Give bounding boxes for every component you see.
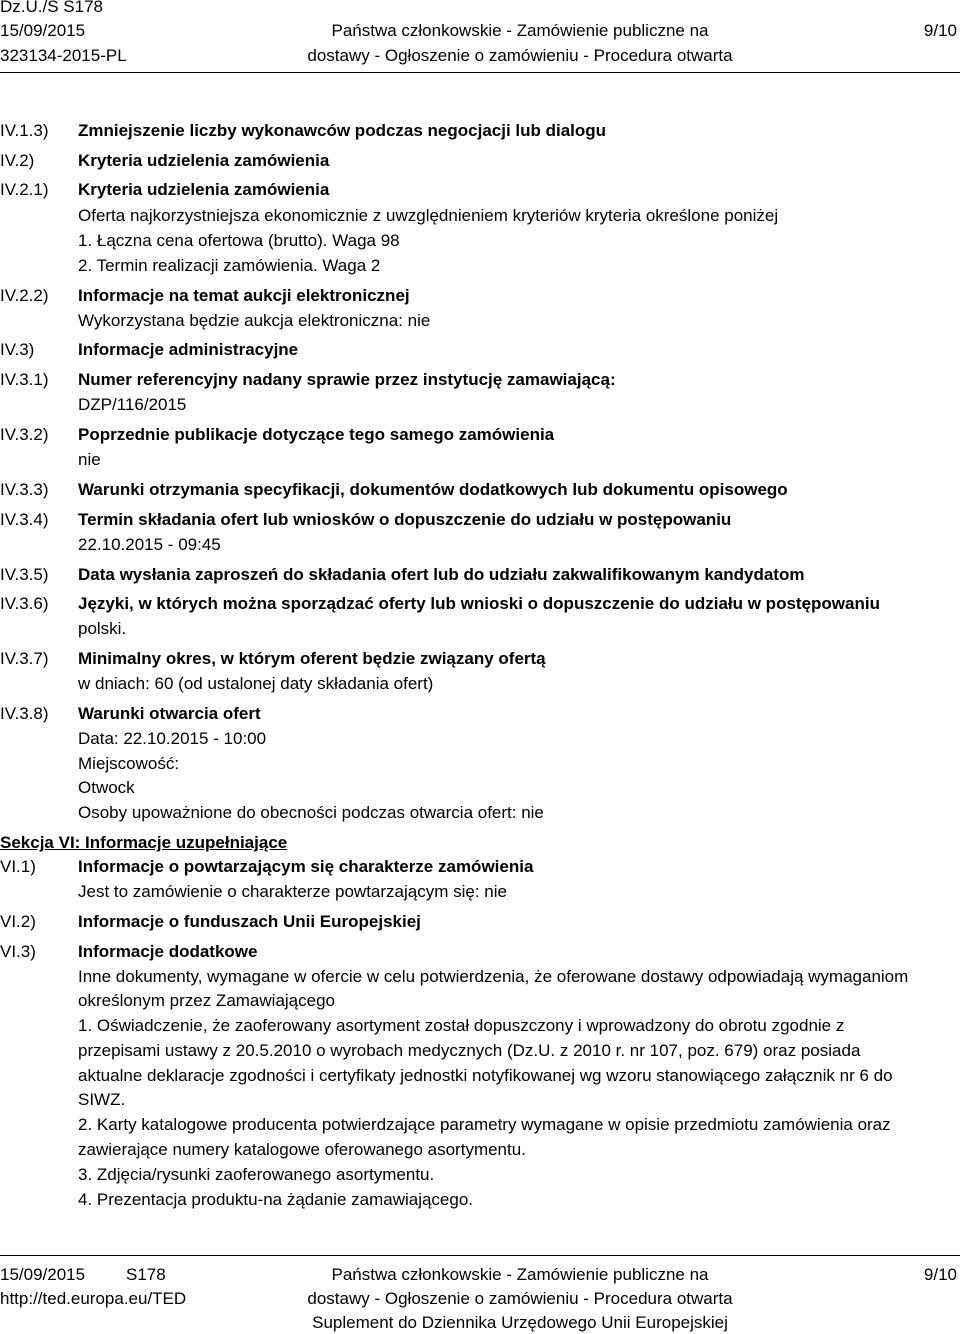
section-text-line: 2. Termin realizacji zamówienia. Waga 2 (78, 256, 381, 275)
section-text-line: Osoby upoważnione do obecności podczas otwarcia ofert: nie (78, 803, 544, 822)
section-value: Jest to zamówienie o charakterze powtarzającym się: nie (78, 882, 507, 901)
section-text-line: SIWZ. (78, 1090, 126, 1109)
section-value: nie (78, 450, 101, 469)
footer-page-number: 9/10 (923, 1265, 957, 1284)
section-number: IV.3) (0, 340, 35, 359)
section-number: IV.3.4) (0, 510, 49, 529)
section-text-line: zawierające numery katalogowe oferowanego asortymentu. (78, 1140, 526, 1159)
section-number: IV.3.7) (0, 649, 49, 668)
section-heading: Numer referencyjny nadany sprawie przez instytucję zamawiającą: (78, 370, 616, 389)
section-number: IV.2) (0, 151, 35, 170)
header-page-number: 9/10 (923, 21, 957, 40)
section-heading: Termin składania ofert lub wniosków o dopuszczenie do udziału w postępowaniu (78, 510, 732, 529)
section-text-line: 2. Karty katalogowe producenta potwierdzające parametry wymagane w opisie przedmiotu zamówienia oraz (78, 1115, 891, 1134)
footer-title-line1: Państwa członkowskie - Zamówienie publiczne na (331, 1265, 709, 1284)
header-journal-ref: Dz.U./S S178 (0, 0, 103, 16)
section-number: VI.2) (0, 912, 36, 931)
section-number: IV.1.3) (0, 121, 49, 140)
header-title-line2: dostawy - Ogłoszenie o zamówieniu - Procedura otwarta (307, 46, 733, 65)
header-title-line1: Państwa członkowskie - Zamówienie publiczne na (331, 21, 709, 40)
section-text-line: 1. Oświadczenie, że zaoferowany asortyment został dopuszczony i wprowadzony do obrotu zgodnie z (78, 1016, 845, 1035)
header-notice-id: 323134-2015-PL (0, 46, 127, 65)
section-heading: Informacje dodatkowe (78, 942, 258, 961)
section-text-line: 4. Prezentacja produktu-na żądanie zamawiającego. (78, 1190, 474, 1209)
section-value: 22.10.2015 - 09:45 (78, 535, 221, 554)
section-text-line: 3. Zdjęcia/rysunki zaoferowanego asortymentu. (78, 1165, 435, 1184)
section-number: IV.3.6) (0, 594, 49, 613)
section-heading: Języki, w których można sporządzać oferty lub wnioski o dopuszczenie do udziału w postępowaniu (78, 594, 880, 613)
section-number: IV.2.1) (0, 180, 49, 199)
section-number: VI.1) (0, 857, 36, 876)
section-text-line: aktualne deklaracje zgodności i certyfikaty jednostki notyfikowanej wg wzoru stanowiącego załącznik nr 6 do (78, 1066, 893, 1085)
part-heading: Sekcja VI: Informacje uzupełniające (0, 833, 288, 852)
header-date: 15/09/2015 (0, 21, 86, 40)
section-text-line: 1. Łączna cena ofertowa (brutto). Waga 98 (78, 231, 400, 250)
section-heading: Kryteria udzielenia zamówienia (78, 151, 330, 170)
section-heading: Data wysłania zaproszeń do składania ofert lub do udziału zakwalifikowanym kandydatom (78, 565, 805, 584)
footer-issue: S178 (126, 1265, 166, 1284)
section-heading: Informacje o powtarzającym się charakterze zamówienia (78, 857, 534, 876)
footer-title-line3: Suplement do Dziennika Urzędowego Unii Europejskiej (312, 1313, 728, 1332)
section-heading: Minimalny okres, w którym oferent będzie związany ofertą (78, 649, 546, 668)
section-value: w dniach: 60 (od ustalonej daty składania ofert) (78, 674, 434, 693)
footer-date: 15/09/2015 (0, 1265, 86, 1284)
section-heading: Warunki otwarcia ofert (78, 704, 261, 723)
section-value: Wykorzystana będzie aukcja elektroniczna: nie (78, 311, 431, 330)
section-text-line: Data: 22.10.2015 - 10:00 (78, 729, 267, 748)
section-text-line: Inne dokumenty, wymagane w ofercie w celu potwierdzenia, że oferowane dostawy odpowiadają wymaganiom (78, 967, 909, 986)
header-divider (0, 72, 960, 73)
section-heading: Warunki otrzymania specyfikacji, dokumentów dodatkowych lub dokumentu opisowego (78, 480, 788, 499)
footer-title-line2: dostawy - Ogłoszenie o zamówieniu - Procedura otwarta (307, 1289, 733, 1308)
section-text-line: określonym przez Zamawiającego (78, 991, 335, 1010)
section-number: VI.3) (0, 942, 36, 961)
section-heading: Kryteria udzielenia zamówienia (78, 180, 330, 199)
section-number: IV.3.1) (0, 370, 49, 389)
section-number: IV.3.8) (0, 704, 49, 723)
section-heading: Informacje administracyjne (78, 340, 299, 359)
section-number: IV.3.5) (0, 565, 49, 584)
section-value: polski. (78, 619, 127, 638)
section-heading: Informacje o funduszach Unii Europejskiej (78, 912, 421, 931)
section-text-line: Oferta najkorzystniejsza ekonomicznie z uwzględnieniem kryteriów kryteria określone poniżej (78, 206, 779, 225)
section-heading: Informacje na temat aukcji elektronicznej (78, 286, 410, 305)
section-number: IV.2.2) (0, 286, 49, 305)
footer-divider (0, 1255, 960, 1256)
footer-url[interactable]: http://ted.europa.eu/TED (0, 1289, 187, 1308)
section-value: DZP/116/2015 (78, 395, 187, 414)
section-number: IV.3.2) (0, 425, 49, 444)
section-text-line: Miejscowość: (78, 754, 180, 773)
section-text-line: Otwock (78, 778, 135, 797)
section-number: IV.3.3) (0, 480, 49, 499)
section-heading: Poprzednie publikacje dotyczące tego samego zamówienia (78, 425, 555, 444)
section-heading: Zmniejszenie liczby wykonawców podczas negocjacji lub dialogu (78, 121, 607, 140)
section-text-line: przepisami ustawy z 20.5.2010 o wyrobach medycznych (Dz.U. z 2010 r. nr 107, poz. 679) oraz posiada (78, 1041, 861, 1060)
